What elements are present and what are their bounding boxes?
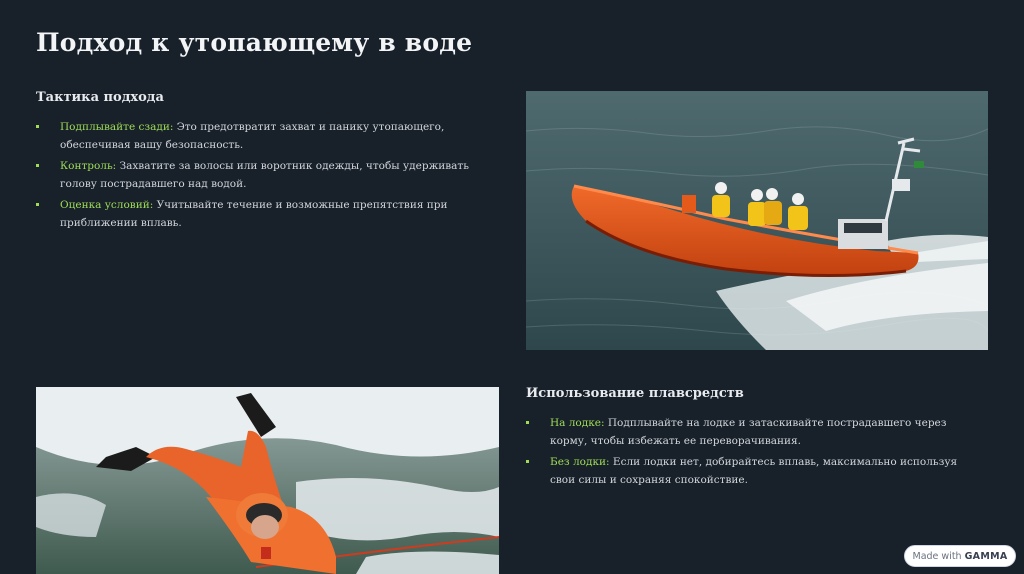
- gamma-logo: GAMMA: [964, 550, 1008, 562]
- rescue-boat-photo: [526, 91, 988, 350]
- bullet-key: Подплывайте сзади:: [60, 121, 174, 133]
- bullet-icon: [526, 421, 529, 424]
- bullet-key: Контроль:: [60, 160, 117, 172]
- list-item: [36, 118, 492, 154]
- bullet-text: Захватите за волосы или воротник одежды, чтобы удерживать голову пострадавшего над водой.: [60, 160, 469, 190]
- bullet-key: Оценка условий:: [60, 199, 154, 211]
- bullet-icon: [36, 125, 39, 128]
- list-item: [36, 196, 492, 232]
- bullet-icon: [526, 460, 529, 463]
- page-title: Подход к утопающему в воде: [36, 28, 473, 57]
- boat-illustration: [526, 91, 988, 350]
- floatation-heading: Использование плавсредств: [526, 386, 744, 401]
- tactics-list: [36, 118, 492, 235]
- tactics-heading: Тактика подхода: [36, 90, 164, 105]
- bullet-text: Подплывайте на лодке и затаскивайте пострадавшего через корму, чтобы избежать ее переворачивания.: [550, 417, 947, 447]
- bullet-key: Без лодки:: [550, 456, 610, 468]
- bullet-icon: [36, 164, 39, 167]
- made-with-gamma-badge[interactable]: [904, 545, 1016, 567]
- bullet-text: Учитывайте течение и возможные препятствия при приближении вплавь.: [60, 199, 448, 229]
- list-item: [526, 453, 972, 489]
- badge-prefix: Made with: [912, 550, 962, 562]
- ice-rescue-photo: [36, 387, 499, 574]
- floatation-list: [526, 414, 972, 492]
- bullet-key: На лодке:: [550, 417, 605, 429]
- list-item: [526, 414, 972, 450]
- list-item: [36, 157, 492, 193]
- ice-rescuer-illustration: [36, 387, 499, 574]
- bullet-icon: [36, 203, 39, 206]
- bullet-text: Это предотвратит захват и панику утопающего, обеспечивая вашу безопасность.: [60, 121, 445, 151]
- bullet-text: Если лодки нет, добирайтесь вплавь, максимально используя свои силы и сохраняя спокойствие.: [550, 456, 958, 486]
